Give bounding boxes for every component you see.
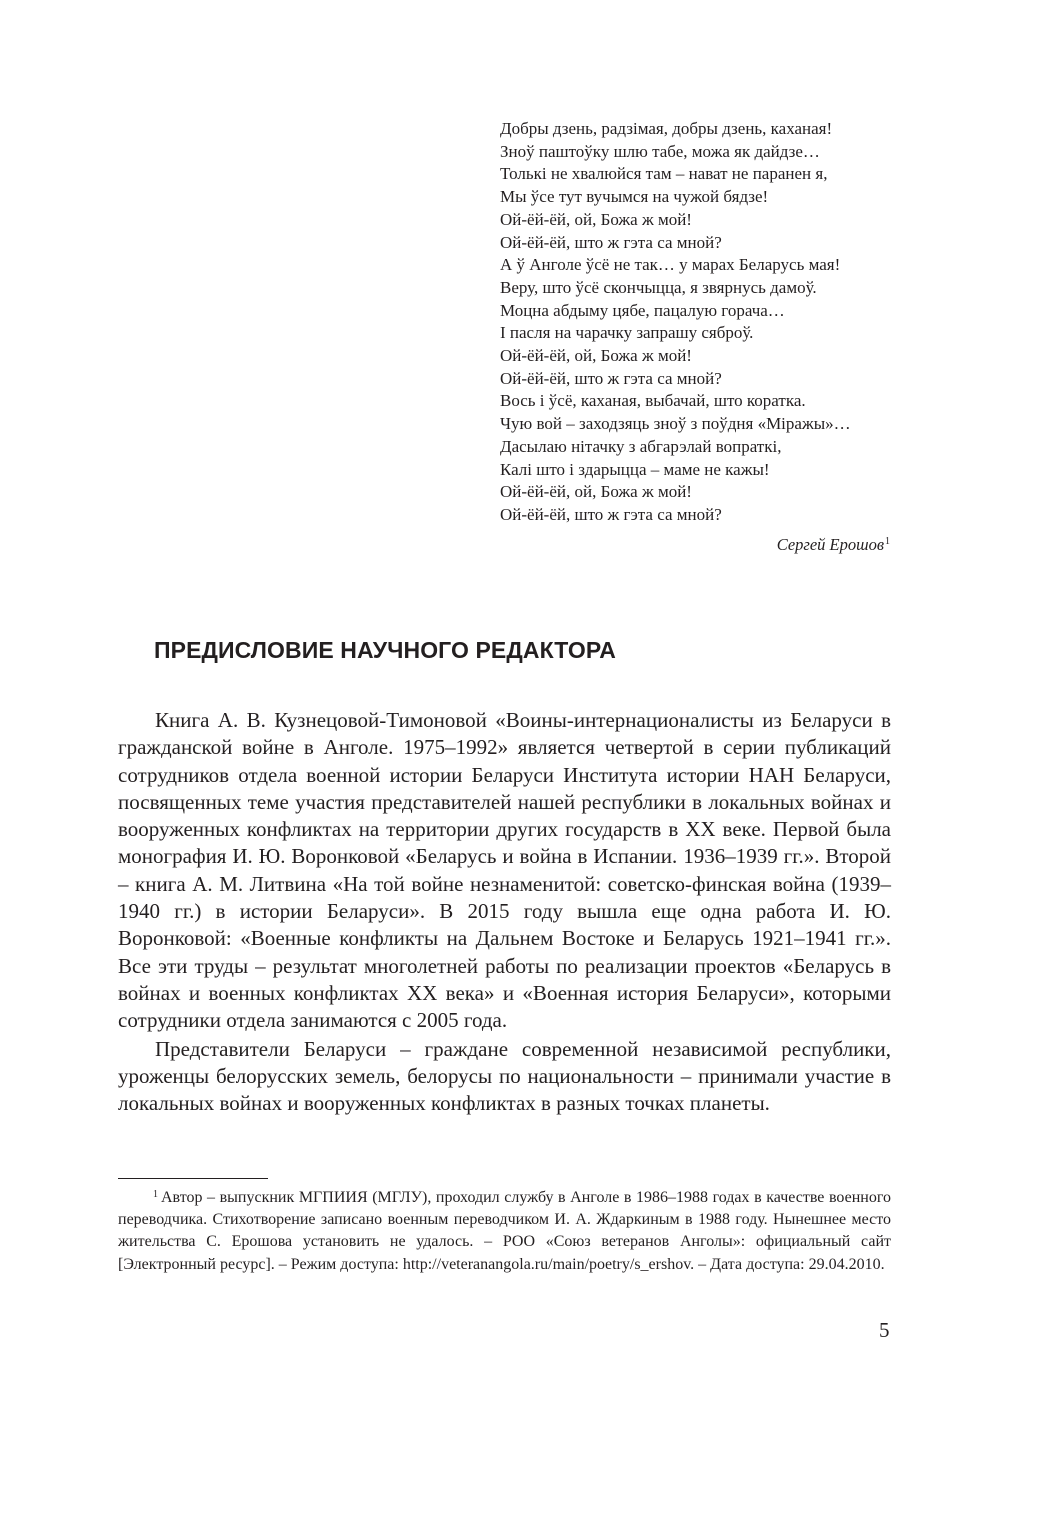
poem-line: Мы ўсе тут вучымся на чужой бядзе! <box>500 187 769 207</box>
poem-line: Чую вой – заходзяць зноў з поўдня «Міражы»… <box>500 414 851 434</box>
footnote-mark: 1 <box>153 1189 158 1200</box>
poem-line: Ой-ёй-ёй, ой, Божа ж мой! <box>500 346 692 366</box>
poem-line: Калі што і здарыцца – маме не кажы! <box>500 459 770 479</box>
poem-line: Вось і ўсё, каханая, выбачай, што коратка. <box>500 391 806 411</box>
poem-line: Моцна абдыму цябе, пацалую горача… <box>500 300 785 320</box>
poem-line: А ў Анголе ўсё не так… у марах Беларусь мая! <box>500 255 841 275</box>
poem-line: Ой-ёй-ёй, што ж гэта са мной? <box>500 232 722 252</box>
poem-line: І пасля на чарачку запрашу сяброў. <box>500 323 754 343</box>
body-paragraph: Книга А. В. Кузнецовой-Тимоновой «Воины-интернационалисты из Беларуси в гражданской войне в Анголе. 1975–1992» является четвертой в серии публикаций сотрудников отдела военной истории Беларуси Института истории НАН Беларуси, посвященных теме участия представителей нашей республики в локальных войнах и вооруженных конфликтах на территории других государств в ХХ веке. Первой была монография И. Ю. Воронковой «Беларусь и война в Испании. 1936–1939 гг.». Второй – книга А. М. Литвина «На той войне незнаменитой: советско-финская война (1939–1940 гг.) в истории Беларуси». В 2015 году вышла еще одна работа И. Ю. Воронковой: «Военные конфликты на Дальнем Востоке и Беларусь 1921–1941 гг.». Все эти труды – результат многолетней работы по реализации проектов «Беларусь в войнах и военных конфликтах ХХ века» и «Военная история Беларуси», которыми сотрудники отдела занимаются с 2005 года. <box>118 708 891 1033</box>
footnote-text: Автор – выпускник МГПИИЯ (МГЛУ), проходил службу в Анголе в 1986–1988 годах в качестве военного переводчика. Стихотворение записано военным переводчиком И. А. Ждаркиным в 1988 году. Нынешнее место жительства С. Ерошова установить не удалось. – РОО «Союз ветеранов Анголы»: официальный сайт [Электронный ресурс]. – Режим доступа: <box>118 1189 891 1273</box>
poem-author <box>500 531 900 557</box>
footnote-access-date: – Дата доступа: 29.04.2010. <box>694 1255 885 1273</box>
poem-epigraph <box>500 118 900 556</box>
poem-line: Толькі не хвалюйся там – нават не паранен я, <box>500 164 828 184</box>
body-text <box>118 707 891 1117</box>
poem-line: Ой-ёй-ёй, ой, Божа ж мой! <box>500 482 692 502</box>
footnote-link[interactable]: http://veteranangola.ru/main/poetry/s_ershov. <box>402 1255 695 1273</box>
poem-author-name: Сергей Ерошов <box>776 534 884 554</box>
poem-line: Зноў паштоўку шлю табе, можа як дайдзе… <box>500 141 820 161</box>
footnote <box>118 1184 891 1276</box>
footnote-divider <box>118 1178 268 1179</box>
poem-line: Ой-ёй-ёй, што ж гэта са мной? <box>500 368 722 388</box>
poem-line: Дасылаю нітачку з абгарэлай вопраткі, <box>500 436 782 456</box>
body-paragraph: Представители Беларуси – граждане современной независимой республики, уроженцы белорусских земель, белорусы по национальности – принимали участие в локальных войнах и вооруженных конфликтах в разных точках планеты. <box>118 1036 891 1116</box>
footnote-reference[interactable]: 1 <box>885 535 890 547</box>
page-number: 5 <box>879 1318 890 1342</box>
poem-line: Ой-ёй-ёй, ой, Божа ж мой! <box>500 209 692 229</box>
poem-line: Веру, што ўсё скончыцца, я звярнусь дамоў. <box>500 277 817 297</box>
poem-line: Добры дзень, радзімая, добры дзень, каханая! <box>500 119 833 138</box>
section-heading: ПРЕДИСЛОВИЕ НАУЧНОГО РЕДАКТОРА <box>154 637 616 663</box>
poem-line: Ой-ёй-ёй, што ж гэта са мной? <box>500 504 722 524</box>
